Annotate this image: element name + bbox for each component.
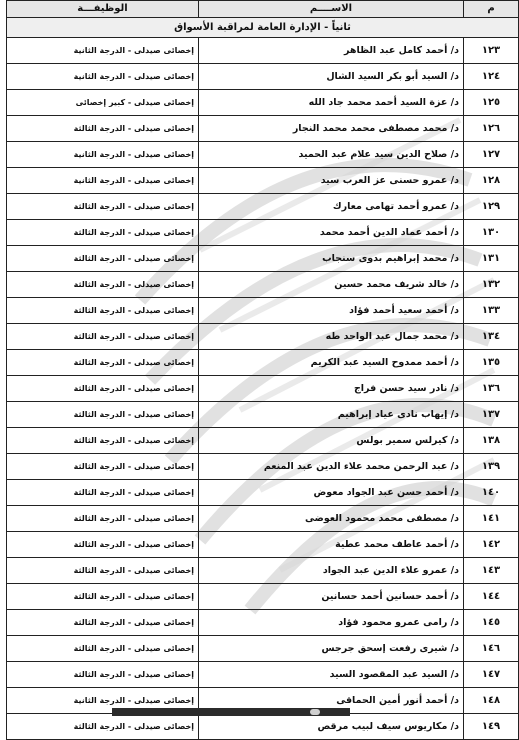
row-job: إخصائى صيدلى - الدرجة الثانية [7,142,199,168]
row-name: د/ عمرو حسنى عز العرب سيد [199,168,464,194]
row-number: ١٤٦ [464,636,519,662]
row-number: ١٢٨ [464,168,519,194]
row-number: ١٢٦ [464,116,519,142]
row-job: إخصائى صيدلى - الدرجة الثالثة [7,662,199,688]
row-job: إخصائى صيدلى - الدرجة الثالثة [7,714,199,740]
row-job: إخصائى صيدلى - الدرجة الثالثة [7,428,199,454]
row-name: د/ أحمد كامل عبد الظاهر [199,38,464,64]
row-name: د/ محمد إبراهيم بدوى سنجاب [199,246,464,272]
row-job: إخصائى صيدلى - الدرجة الثالثة [7,636,199,662]
row-name: د/ خالد شريف محمد حسين [199,272,464,298]
row-number: ١٣٤ [464,324,519,350]
row-name: د/ كيرلس سمير بولس [199,428,464,454]
header-number: م [464,1,519,18]
row-number: ١٣٠ [464,220,519,246]
table-row [7,116,519,142]
row-job: إخصائى صيدلى - الدرجة الثالثة [7,298,199,324]
table-row [7,532,519,558]
table-row [7,480,519,506]
table-row [7,714,519,740]
row-number: ١٤٧ [464,662,519,688]
table-row [7,558,519,584]
table-header-row [7,1,519,18]
row-job: إخصائى صيدلى - الدرجة الثانية [7,64,199,90]
row-name: د/ مصطفى محمد محمود العوضى [199,506,464,532]
row-name: د/ رامى عمرو محمود فؤاد [199,610,464,636]
table-row [7,38,519,64]
table-row [7,350,519,376]
table-row [7,64,519,90]
row-job: إخصائى صيدلى - الدرجة الثالثة [7,272,199,298]
row-number: ١٤٨ [464,688,519,714]
row-number: ١٤٢ [464,532,519,558]
table-row [7,610,519,636]
row-job: إخصائى صيدلى - الدرجة الثالثة [7,610,199,636]
employee-table [6,0,519,740]
row-number: ١٤٣ [464,558,519,584]
section-title: ثانياً - الإدارة العامة لمراقبة الأسواق [7,18,519,38]
row-name: د/ أحمد حسن عبد الجواد معوض [199,480,464,506]
row-number: ١٣١ [464,246,519,272]
row-job: إخصائى صيدلى - الدرجة الثالثة [7,376,199,402]
table-row [7,324,519,350]
row-name: د/ إيهاب نادى عياد إبراهيم [199,402,464,428]
toolbar-dot-icon [310,709,320,715]
table-row [7,506,519,532]
row-name: د/ أحمد حسانين أحمد حسانين [199,584,464,610]
table-row [7,272,519,298]
table-row [7,584,519,610]
row-job: إخصائى صيدلى - الدرجة الثالثة [7,350,199,376]
row-name: د/ عمرو علاء الدين عبد الجواد [199,558,464,584]
row-job: إخصائى صيدلى - الدرجة الثالثة [7,246,199,272]
row-job: إخصائى صيدلى - الدرجة الثانية [7,38,199,64]
row-job: إخصائى صيدلى - الدرجة الثالثة [7,532,199,558]
row-job: إخصائى صيدلى - الدرجة الثالثة [7,194,199,220]
row-name: د/ صلاح الدين سيد علام عبد الحميد [199,142,464,168]
table-row [7,376,519,402]
table-row [7,662,519,688]
table-row [7,246,519,272]
row-job: إخصائى صيدلى - الدرجة الثالثة [7,116,199,142]
section-row [7,18,519,38]
row-number: ١٤٥ [464,610,519,636]
table-row [7,298,519,324]
row-name: د/ السيد عبد المقصود السيد [199,662,464,688]
bottom-toolbar-strip [112,708,350,716]
row-number: ١٣٧ [464,402,519,428]
row-number: ١٤٤ [464,584,519,610]
row-number: ١٤٠ [464,480,519,506]
row-name: د/ أحمد أنور أمين الحماقى [199,688,464,714]
row-name: د/ محمد مصطفى محمد محمد النجار [199,116,464,142]
row-number: ١٣٢ [464,272,519,298]
header-job: الوظيفـــة [7,1,199,18]
row-job: إخصائى صيدلى - الدرجة الثالثة [7,220,199,246]
table-row [7,454,519,480]
row-job: إخصائى صيدلى - كبير إخصائى [7,90,199,116]
row-name: د/ نادر سيد حسن فراج [199,376,464,402]
row-job: إخصائى صيدلى - الدرجة الثالثة [7,584,199,610]
row-name: د/ أحمد سعيد أحمد فؤاد [199,298,464,324]
row-job: إخصائى صيدلى - الدرجة الثالثة [7,324,199,350]
row-number: ١٢٧ [464,142,519,168]
row-name: د/ مكاريوس سيف لبيب مرقص [199,714,464,740]
table-row [7,636,519,662]
table-row [7,90,519,116]
row-job: إخصائى صيدلى - الدرجة الثالثة [7,558,199,584]
row-name: د/ شيرى رفعت إسحق جرجس [199,636,464,662]
row-number: ١٣٦ [464,376,519,402]
row-job: إخصائى صيدلى - الدرجة الثالثة [7,402,199,428]
row-number: ١٣٩ [464,454,519,480]
row-job: إخصائى صيدلى - الدرجة الثانية [7,168,199,194]
row-job: إخصائى صيدلى - الدرجة الثالثة [7,480,199,506]
row-job: إخصائى صيدلى - الدرجة الثالثة [7,454,199,480]
row-number: ١٣٨ [464,428,519,454]
row-job: إخصائى صيدلى - الدرجة الثالثة [7,506,199,532]
table-row [7,168,519,194]
row-number: ١٢٥ [464,90,519,116]
row-name: د/ أحمد عماد الدين أحمد محمد [199,220,464,246]
row-number: ١٣٥ [464,350,519,376]
row-number: ١٣٣ [464,298,519,324]
row-name: د/ أحمد عاطف محمد عطية [199,532,464,558]
table-row [7,142,519,168]
row-name: د/ محمد جمال عبد الواحد طه [199,324,464,350]
row-name: د/ عبد الرحمن محمد علاء الدين عبد المنعم [199,454,464,480]
table-row [7,194,519,220]
row-name: د/ عمرو أحمد تهامى معارك [199,194,464,220]
row-name: د/ السيد أبو بكر السيد الشال [199,64,464,90]
header-name: الاســــم [199,1,464,18]
row-name: د/ أحمد ممدوح السيد عبد الكريم [199,350,464,376]
table-row [7,402,519,428]
table-row [7,220,519,246]
table-row [7,428,519,454]
row-job: إخصائى صيدلى - الدرجة الثانية [7,688,199,714]
row-number: ١٤١ [464,506,519,532]
row-name: د/ عزة السيد أحمد محمد جاد الله [199,90,464,116]
row-number: ١٢٩ [464,194,519,220]
row-number: ١٤٩ [464,714,519,740]
row-number: ١٢٤ [464,64,519,90]
row-number: ١٢٣ [464,38,519,64]
